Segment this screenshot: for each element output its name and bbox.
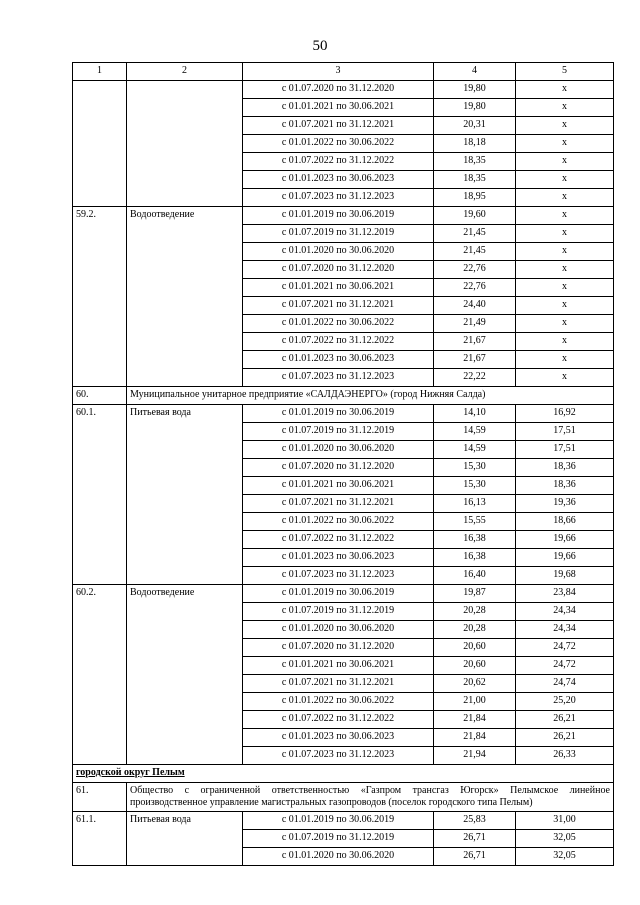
period-cell: с 01.07.2023 по 31.12.2023 (243, 189, 434, 207)
tariff-cell: 21,67 (434, 351, 516, 369)
period-cell: с 01.07.2020 по 31.12.2020 (243, 639, 434, 657)
period-cell: с 01.01.2019 по 30.06.2019 (243, 812, 434, 830)
period-cell: с 01.01.2019 по 30.06.2019 (243, 405, 434, 423)
tariff-cell: 19,60 (434, 207, 516, 225)
period-cell: с 01.07.2020 по 31.12.2020 (243, 459, 434, 477)
tariff-vat-cell: 19,36 (516, 495, 614, 513)
period-cell: с 01.01.2021 по 30.06.2021 (243, 99, 434, 117)
period-cell: с 01.07.2023 по 31.12.2023 (243, 369, 434, 387)
period-cell: с 01.07.2021 по 31.12.2021 (243, 495, 434, 513)
row-number: 61.1. (73, 812, 127, 866)
tariff-cell: 16,40 (434, 567, 516, 585)
period-cell: с 01.07.2022 по 31.12.2022 (243, 333, 434, 351)
period-cell: с 01.07.2021 по 31.12.2021 (243, 117, 434, 135)
tariff-vat-cell: 24,72 (516, 657, 614, 675)
tariff-row (73, 812, 614, 830)
tariff-cell: 14,59 (434, 441, 516, 459)
tariff-row (73, 405, 614, 423)
tariff-vat-cell: 24,34 (516, 603, 614, 621)
tariff-cell: 18,95 (434, 189, 516, 207)
tariff-vat-cell: х (516, 207, 614, 225)
tariff-cell: 22,76 (434, 261, 516, 279)
tariff-vat-cell: х (516, 243, 614, 261)
period-cell: с 01.01.2020 по 30.06.2020 (243, 243, 434, 261)
tariff-cell: 21,67 (434, 333, 516, 351)
tariff-cell: 21,94 (434, 747, 516, 765)
tariff-row (73, 585, 614, 603)
tariff-vat-cell: 26,21 (516, 711, 614, 729)
tariff-vat-cell: х (516, 279, 614, 297)
tariff-cell: 19,80 (434, 99, 516, 117)
tariff-vat-cell: 19,66 (516, 531, 614, 549)
row-number (73, 81, 127, 207)
tariff-vat-cell: 18,36 (516, 459, 614, 477)
header-cell: 5 (516, 63, 614, 81)
tariff-vat-cell: 18,66 (516, 513, 614, 531)
tariff-cell: 18,18 (434, 135, 516, 153)
period-cell: с 01.01.2019 по 30.06.2019 (243, 585, 434, 603)
organization-name: Муниципальное унитарное предприятие «САЛДАЭНЕРГО» (город Нижняя Салда) (127, 387, 614, 405)
period-cell: с 01.01.2022 по 30.06.2022 (243, 315, 434, 333)
tariff-vat-cell: х (516, 315, 614, 333)
tariff-cell: 15,30 (434, 459, 516, 477)
period-cell: с 01.07.2019 по 31.12.2019 (243, 830, 434, 848)
tariff-vat-cell: 17,51 (516, 423, 614, 441)
period-cell: с 01.01.2020 по 30.06.2020 (243, 848, 434, 866)
tariff-vat-cell: х (516, 117, 614, 135)
tariff-cell: 15,55 (434, 513, 516, 531)
period-cell: с 01.07.2023 по 31.12.2023 (243, 747, 434, 765)
tariff-vat-cell: 32,05 (516, 830, 614, 848)
period-cell: с 01.01.2019 по 30.06.2019 (243, 207, 434, 225)
tariff-vat-cell: 32,05 (516, 848, 614, 866)
tariff-vat-cell: х (516, 171, 614, 189)
tariff-cell: 21,84 (434, 729, 516, 747)
period-cell: с 01.07.2020 по 31.12.2020 (243, 261, 434, 279)
tariff-vat-cell: х (516, 99, 614, 117)
tariff-vat-cell: 17,51 (516, 441, 614, 459)
period-cell: с 01.07.2022 по 31.12.2022 (243, 531, 434, 549)
period-cell: с 01.01.2022 по 30.06.2022 (243, 513, 434, 531)
period-cell: с 01.01.2023 по 30.06.2023 (243, 729, 434, 747)
tariff-vat-cell: 31,00 (516, 812, 614, 830)
tariff-vat-cell: х (516, 189, 614, 207)
tariff-cell: 19,87 (434, 585, 516, 603)
period-cell: с 01.01.2022 по 30.06.2022 (243, 135, 434, 153)
tariff-cell: 14,59 (434, 423, 516, 441)
tariff-cell: 18,35 (434, 153, 516, 171)
tariff-vat-cell: 18,36 (516, 477, 614, 495)
tariff-cell: 16,38 (434, 531, 516, 549)
tariff-vat-cell: 24,74 (516, 675, 614, 693)
tariff-vat-cell: 25,20 (516, 693, 614, 711)
period-cell: с 01.01.2021 по 30.06.2021 (243, 477, 434, 495)
service-name (127, 81, 243, 207)
organization-row (73, 387, 614, 405)
row-number: 60.2. (73, 585, 127, 765)
service-name: Водоотведение (127, 207, 243, 387)
tariff-cell: 25,83 (434, 812, 516, 830)
tariff-vat-cell: 24,34 (516, 621, 614, 639)
tariff-vat-cell: х (516, 297, 614, 315)
tariff-vat-cell: х (516, 81, 614, 99)
tariff-vat-cell: 19,66 (516, 549, 614, 567)
tariff-vat-cell: 23,84 (516, 585, 614, 603)
period-cell: с 01.07.2019 по 31.12.2019 (243, 603, 434, 621)
tariff-cell: 21,45 (434, 243, 516, 261)
period-cell: с 01.07.2022 по 31.12.2022 (243, 153, 434, 171)
tariff-vat-cell: 26,21 (516, 729, 614, 747)
header-cell: 1 (73, 63, 127, 81)
organization-row (73, 783, 614, 812)
tariff-cell: 20,62 (434, 675, 516, 693)
tariff-table (72, 62, 614, 866)
section-row (73, 765, 614, 783)
tariff-vat-cell: х (516, 333, 614, 351)
tariff-cell: 16,38 (434, 549, 516, 567)
tariff-cell: 16,13 (434, 495, 516, 513)
period-cell: с 01.07.2019 по 31.12.2019 (243, 423, 434, 441)
tariff-cell: 21,00 (434, 693, 516, 711)
period-cell: с 01.07.2021 по 31.12.2021 (243, 297, 434, 315)
tariff-cell: 21,84 (434, 711, 516, 729)
tariff-cell: 22,22 (434, 369, 516, 387)
section-title: городской округ Пелым (73, 765, 614, 783)
period-cell: с 01.01.2023 по 30.06.2023 (243, 351, 434, 369)
tariff-row (73, 81, 614, 99)
period-cell: с 01.07.2022 по 31.12.2022 (243, 711, 434, 729)
page-number: 50 (312, 38, 328, 54)
tariff-cell: 22,76 (434, 279, 516, 297)
tariff-cell: 20,28 (434, 603, 516, 621)
header-cell: 2 (127, 63, 243, 81)
tariff-cell: 20,60 (434, 657, 516, 675)
tariff-cell: 20,28 (434, 621, 516, 639)
tariff-vat-cell: х (516, 351, 614, 369)
tariff-vat-cell: 26,33 (516, 747, 614, 765)
row-number: 59.2. (73, 207, 127, 387)
service-name: Водоотведение (127, 585, 243, 765)
period-cell: с 01.01.2020 по 30.06.2020 (243, 621, 434, 639)
period-cell: с 01.01.2023 по 30.06.2023 (243, 171, 434, 189)
tariff-cell: 18,35 (434, 171, 516, 189)
service-name: Питьевая вода (127, 812, 243, 866)
row-number: 61. (73, 783, 127, 812)
row-number: 60. (73, 387, 127, 405)
tariff-cell: 21,45 (434, 225, 516, 243)
tariff-cell: 15,30 (434, 477, 516, 495)
period-cell: с 01.01.2022 по 30.06.2022 (243, 693, 434, 711)
header-cell: 3 (243, 63, 434, 81)
tariff-cell: 24,40 (434, 297, 516, 315)
period-cell: с 01.01.2020 по 30.06.2020 (243, 441, 434, 459)
tariff-cell: 14,10 (434, 405, 516, 423)
header-cell: 4 (434, 63, 516, 81)
tariff-vat-cell: х (516, 135, 614, 153)
tariff-cell: 26,71 (434, 830, 516, 848)
tariff-vat-cell: х (516, 153, 614, 171)
organization-name: Общество с ограниченной ответственностью «Газпром трансгаз Югорск» Пелымское линейное производственное управление магистральных газопроводов (поселок городского типа Пелым) (127, 783, 614, 812)
service-name: Питьевая вода (127, 405, 243, 585)
period-cell: с 01.01.2021 по 30.06.2021 (243, 657, 434, 675)
row-number: 60.1. (73, 405, 127, 585)
tariff-vat-cell: х (516, 369, 614, 387)
tariff-vat-cell: х (516, 225, 614, 243)
tariff-cell: 20,31 (434, 117, 516, 135)
tariff-cell: 26,71 (434, 848, 516, 866)
tariff-cell: 20,60 (434, 639, 516, 657)
period-cell: с 01.07.2021 по 31.12.2021 (243, 675, 434, 693)
tariff-vat-cell: 19,68 (516, 567, 614, 585)
tariff-table-body (73, 63, 614, 866)
tariff-vat-cell: 24,72 (516, 639, 614, 657)
tariff-cell: 21,49 (434, 315, 516, 333)
period-cell: с 01.07.2023 по 31.12.2023 (243, 567, 434, 585)
period-cell: с 01.01.2023 по 30.06.2023 (243, 549, 434, 567)
period-cell: с 01.07.2020 по 31.12.2020 (243, 81, 434, 99)
tariff-row (73, 207, 614, 225)
tariff-cell: 19,80 (434, 81, 516, 99)
tariff-vat-cell: х (516, 261, 614, 279)
header-row (73, 63, 614, 81)
tariff-vat-cell: 16,92 (516, 405, 614, 423)
period-cell: с 01.07.2019 по 31.12.2019 (243, 225, 434, 243)
period-cell: с 01.01.2021 по 30.06.2021 (243, 279, 434, 297)
